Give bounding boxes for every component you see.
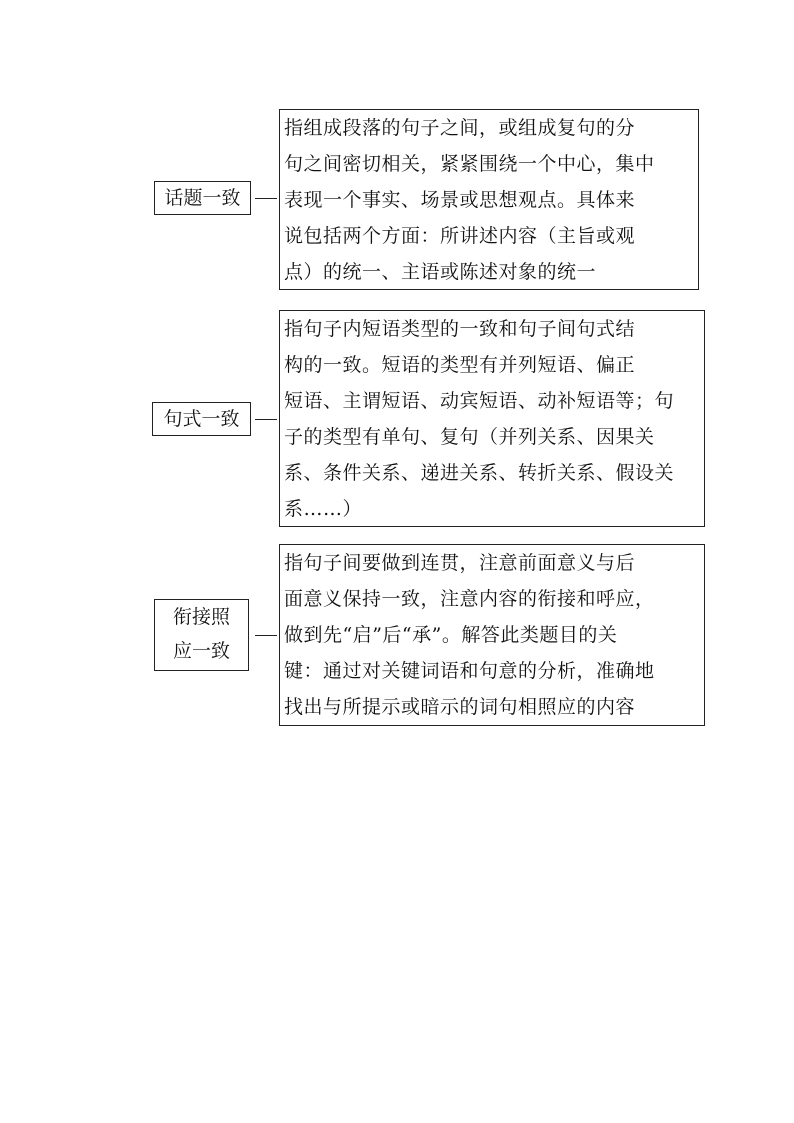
label-topic-consistency: 话题一致 <box>154 181 251 215</box>
label-cohesion-consistency: 衔接照 应一致 <box>154 599 249 671</box>
description-sentence-pattern-consistency: 指句子内短语类型的一致和句子间句式结 构的一致。短语的类型有并列短语、偏正 短语、主谓短语、动宾短语、动补短语等；句 子的类型有单句、复句（并列关系、因果关 系、条件关系、递进关系、转折关系、假设关 系……） <box>279 310 705 527</box>
description-cohesion-consistency: 指句子间要做到连贯，注意前面意义与后 面意义保持一致，注意内容的衔接和呼应， 做到先“启”后“承”。解答此类题目的关 键：通过对关键词语和句意的分析，准确地 找出与所提示或暗示的词句相照应的内容 <box>279 544 705 726</box>
description-topic-consistency: 指组成段落的句子之间，或组成复句的分 句之间密切相关，紧紧围绕一个中心，集中 表现一个事实、场景或思想观点。具体来 说包括两个方面：所讲述内容（主旨或观 点）的统一、主语或陈述对象的统一 <box>279 109 699 290</box>
connector-line <box>255 419 277 420</box>
connector-line <box>255 198 277 199</box>
connector-line <box>255 635 277 636</box>
label-sentence-pattern-consistency: 句式一致 <box>152 402 251 436</box>
